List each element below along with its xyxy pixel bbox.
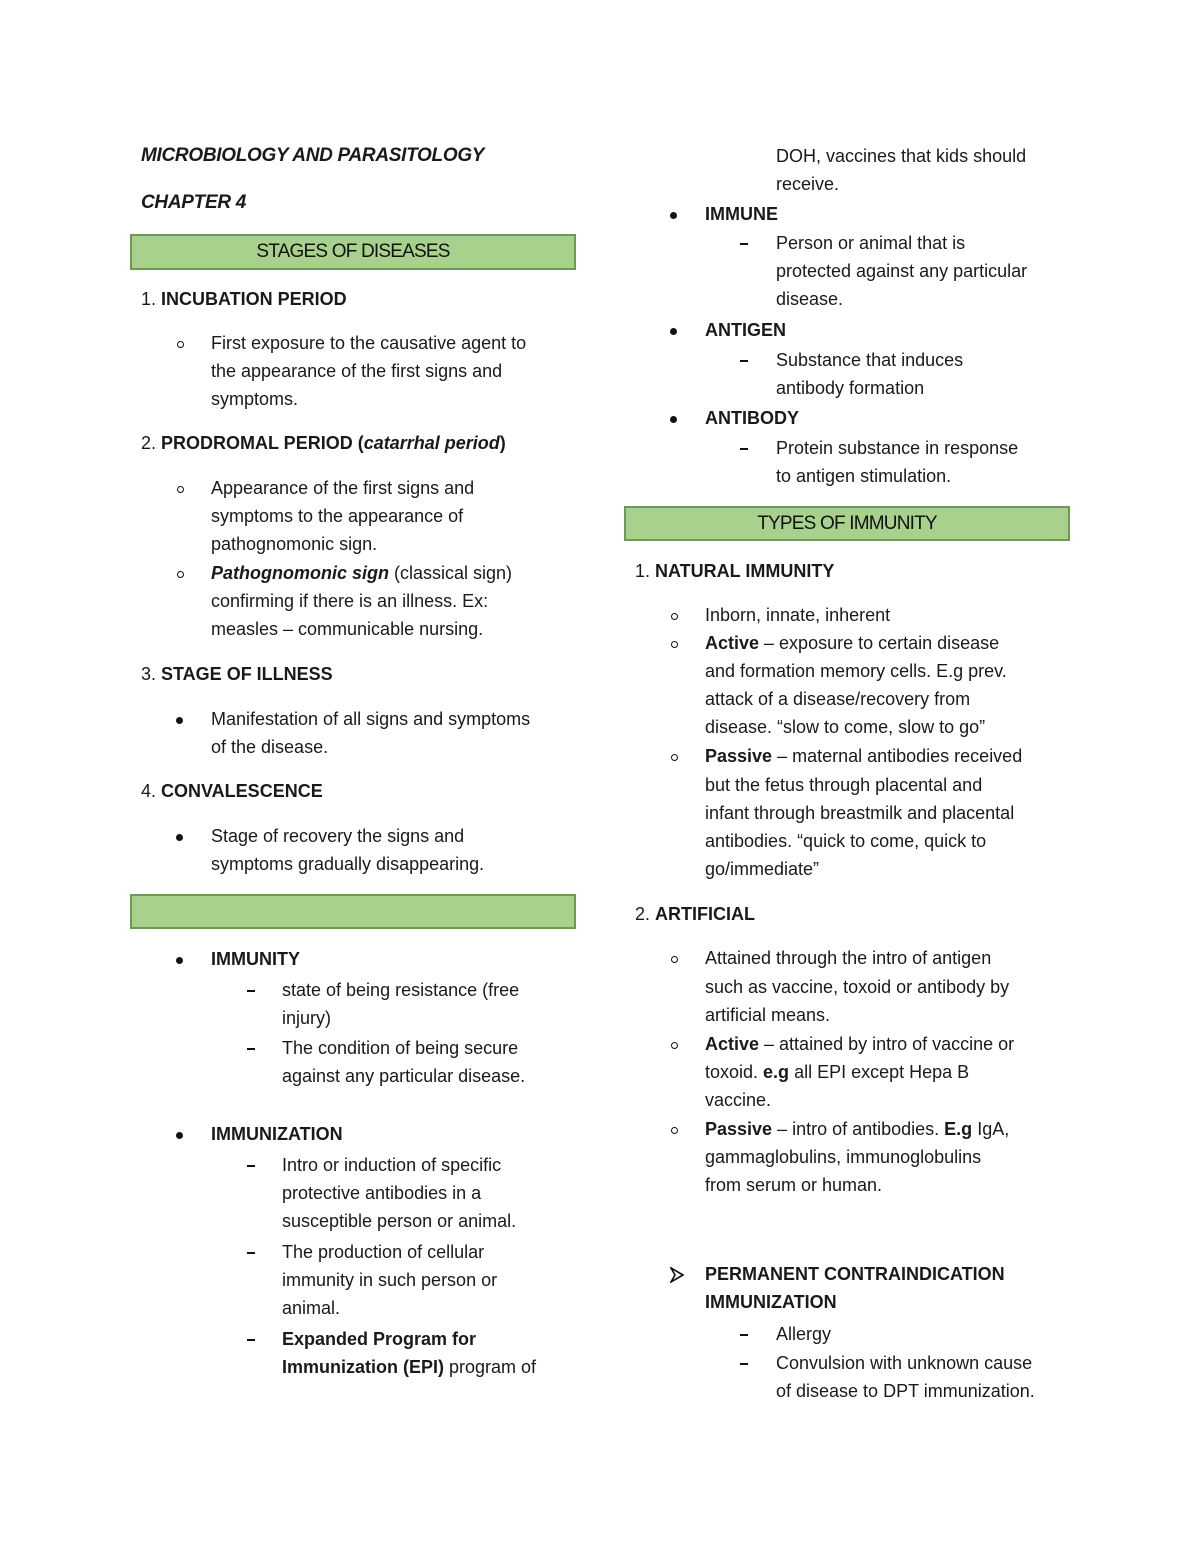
- list-item: gammaglobulins, immunoglobulins: [705, 1147, 982, 1167]
- list-item: infant through breastmilk and placental: [705, 803, 1015, 823]
- dash-bullet-icon: [740, 434, 748, 462]
- immune-term: IMMUNE: [705, 204, 778, 224]
- bullet-icon: [176, 1120, 183, 1148]
- list-item: pathognomonic sign.: [211, 534, 378, 554]
- list-item: [705, 1058, 969, 1086]
- definition-line: immunity in such person or: [282, 1270, 498, 1290]
- definition-line: disease.: [776, 289, 844, 309]
- dash-bullet-icon: [247, 1151, 255, 1179]
- immunization-term: IMMUNIZATION: [211, 1124, 343, 1144]
- list-item: from serum or human.: [705, 1175, 883, 1195]
- list-item: First exposure to the causative agent to: [211, 333, 527, 353]
- definition-line: of disease to DPT immunization.: [776, 1381, 1035, 1401]
- active-label: Active: [705, 1034, 760, 1054]
- dash-bullet-icon: [740, 229, 748, 257]
- list-item: Manifestation of all signs and symptoms: [211, 709, 531, 729]
- list-item: symptoms gradually disappearing.: [211, 854, 485, 874]
- section-title: INCUBATION PERIOD: [161, 289, 347, 309]
- term-emphasis: Pathognomonic sign: [211, 563, 389, 583]
- list-item: go/immediate”: [705, 859, 820, 879]
- text-part-bold: e.g: [763, 1062, 790, 1082]
- antigen-term: ANTIGEN: [705, 320, 786, 340]
- section-number: 3.: [141, 664, 162, 684]
- list-item: symptoms to the appearance of: [211, 506, 464, 526]
- dash-bullet-icon: [247, 976, 255, 1004]
- list-item: [705, 742, 1022, 770]
- active-label: Active: [705, 633, 760, 653]
- section-title-close: ): [499, 433, 506, 453]
- term-rest: (classical sign): [389, 563, 513, 583]
- list-item: disease. “slow to come, slow to go”: [705, 717, 986, 737]
- incubation-heading: [141, 285, 347, 313]
- text-part: – intro of antibodies.: [772, 1119, 945, 1139]
- list-item: artificial means.: [705, 1005, 831, 1025]
- text-part: all EPI except Hepa B: [789, 1062, 970, 1082]
- bullet-icon: [670, 316, 677, 344]
- dash-bullet-icon: [247, 1034, 255, 1062]
- circle-bullet-icon: [177, 329, 184, 357]
- definition-line: receive.: [776, 174, 840, 194]
- circle-bullet-icon: [671, 629, 678, 657]
- list-item: vaccine.: [705, 1090, 772, 1110]
- section-title: NATURAL IMMUNITY: [655, 561, 835, 581]
- section-title: ARTIFICIAL: [655, 904, 755, 924]
- definition-line: animal.: [282, 1298, 341, 1318]
- stages-of-diseases-header: [130, 234, 576, 270]
- active-text: – exposure to certain disease: [759, 633, 1000, 653]
- definition-line: antibody formation: [776, 378, 925, 398]
- list-item: antibodies. “quick to come, quick to: [705, 831, 987, 851]
- section-number: 1.: [141, 289, 162, 309]
- list-item: of the disease.: [211, 737, 329, 757]
- section-number: 4.: [141, 781, 162, 801]
- bullet-icon: [176, 945, 183, 973]
- circle-bullet-icon: [671, 601, 678, 629]
- circle-bullet-icon: [671, 1030, 678, 1058]
- document-title: MICROBIOLOGY AND PARASITOLOGY: [141, 145, 485, 166]
- passive-label: Passive: [705, 746, 773, 766]
- contraindication-heading: PERMANENT CONTRAINDICATION: [705, 1264, 1005, 1284]
- dash-bullet-icon: [247, 1325, 255, 1353]
- epi-term: Immunization (EPI): [282, 1357, 444, 1377]
- bullet-icon: [176, 822, 183, 850]
- section-number: 1.: [635, 561, 656, 581]
- list-item: confirming if there is an illness. Ex:: [211, 591, 489, 611]
- definition-line: The production of cellular: [282, 1242, 485, 1262]
- section-title-italic: catarrhal period: [363, 433, 500, 453]
- dash-bullet-icon: [247, 1238, 255, 1266]
- list-item: symptoms.: [211, 389, 299, 409]
- list-item: Inborn, innate, inherent: [705, 605, 891, 625]
- circle-bullet-icon: [177, 559, 184, 587]
- definition-line: against any particular disease.: [282, 1066, 526, 1086]
- circle-bullet-icon: [177, 474, 184, 502]
- definition-line: injury): [282, 1008, 332, 1028]
- types-of-immunity-header: [624, 506, 1070, 541]
- definition-line: protected against any particular: [776, 261, 1028, 281]
- circle-bullet-icon: [671, 1115, 678, 1143]
- contraindication-heading: IMMUNIZATION: [705, 1292, 837, 1312]
- stage-of-illness-heading: [141, 660, 333, 688]
- definition-line: protective antibodies in a: [282, 1183, 482, 1203]
- list-item: attack of a disease/recovery from: [705, 689, 971, 709]
- list-item: [705, 1115, 1009, 1143]
- arrow-bullet-icon: [670, 1260, 684, 1288]
- section-title: STAGE OF ILLNESS: [161, 664, 333, 684]
- text-part: IgA,: [972, 1119, 1010, 1139]
- list-item: Stage of recovery the signs and: [211, 826, 465, 846]
- list-item: the appearance of the first signs and: [211, 361, 503, 381]
- definition-line: Intro or induction of specific: [282, 1155, 502, 1175]
- list-item: [705, 1030, 1014, 1058]
- definition-line: state of being resistance (free: [282, 980, 520, 1000]
- convalescence-heading: [141, 777, 323, 805]
- list-item: and formation memory cells. E.g prev.: [705, 661, 1007, 681]
- types-of-immunity-header-text: TYPES OF IMMUNITY: [757, 512, 937, 534]
- passive-text: – maternal antibodies received: [772, 746, 1023, 766]
- stages-of-diseases-header-text: STAGES OF DISEASES: [256, 241, 450, 262]
- list-item: [211, 559, 512, 587]
- definition-line: Convulsion with unknown cause: [776, 1353, 1033, 1373]
- definition-line: [282, 1353, 536, 1381]
- list-item: but the fetus through placental and: [705, 775, 983, 795]
- section-number: 2.: [635, 904, 656, 924]
- list-item: [705, 629, 999, 657]
- circle-bullet-icon: [671, 742, 678, 770]
- section-title: CONVALESCENCE: [161, 781, 323, 801]
- passive-label: Passive: [705, 1119, 773, 1139]
- definition-line: DOH, vaccines that kids should: [776, 146, 1027, 166]
- empty-section-header: [130, 894, 576, 929]
- section-number: 2.: [141, 433, 162, 453]
- dash-bullet-icon: [740, 346, 748, 374]
- immunity-term: IMMUNITY: [211, 949, 300, 969]
- definition-line: Expanded Program for: [282, 1329, 477, 1349]
- bullet-icon: [670, 404, 677, 432]
- natural-immunity-heading: [635, 557, 834, 585]
- circle-bullet-icon: [671, 944, 678, 972]
- list-item: such as vaccine, toxoid or antibody by: [705, 977, 1010, 997]
- artificial-heading: [635, 900, 755, 928]
- definition-line: Substance that induces: [776, 350, 964, 370]
- definition-line: The condition of being secure: [282, 1038, 519, 1058]
- list-item: Attained through the intro of antigen: [705, 948, 992, 968]
- text-part: toxoid.: [705, 1062, 764, 1082]
- definition-line: to antigen stimulation.: [776, 466, 952, 486]
- list-item: Appearance of the first signs and: [211, 478, 475, 498]
- bullet-icon: [670, 200, 677, 228]
- text-part-bold: E.g: [944, 1119, 973, 1139]
- dash-bullet-icon: [740, 1320, 748, 1348]
- antibody-term: ANTIBODY: [705, 408, 799, 428]
- epi-rest: program of: [444, 1357, 537, 1377]
- bullet-icon: [176, 705, 183, 733]
- definition-line: Person or animal that is: [776, 233, 966, 253]
- list-item: measles – communicable nursing.: [211, 619, 484, 639]
- dash-bullet-icon: [740, 1349, 748, 1377]
- chapter-label: CHAPTER 4: [141, 192, 246, 213]
- definition-line: susceptible person or animal.: [282, 1211, 517, 1231]
- section-title: PRODROMAL PERIOD (: [161, 433, 364, 453]
- definition-line: Allergy: [776, 1324, 832, 1344]
- active-text: – attained by intro of vaccine or: [759, 1034, 1015, 1054]
- definition-line: Protein substance in response: [776, 438, 1019, 458]
- prodromal-heading: [141, 429, 506, 457]
